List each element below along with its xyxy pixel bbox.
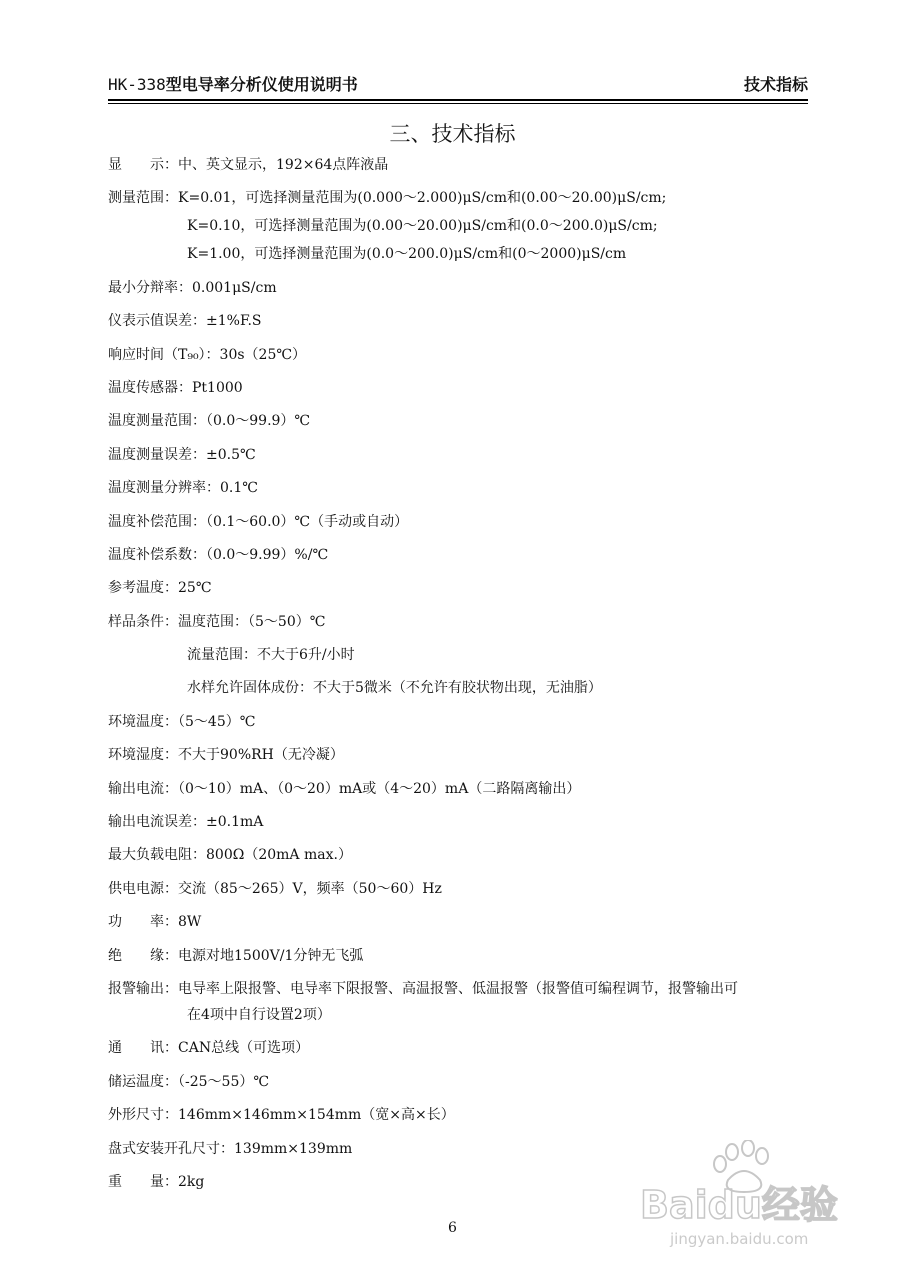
spec-measure-range-k100: K=1.00，可选择测量范围为(0.0～200.0)μS/cm和(0～2000)μS/cm [187,246,627,263]
spec-measure-range-k010: K=0.10，可选择测量范围为(0.00～20.00)μS/cm和(0.0～200.0)μS/cm; [187,218,658,235]
paw-logo-icon [640,1140,865,1250]
page-header [108,72,808,96]
spec-ambient-temp: 环境温度：（5～45）℃ [108,713,256,730]
spec-panel-cutout: 盘式安装开孔尺寸：139mm×139mm [108,1140,353,1157]
spec-temp-comp-coef: 温度补偿系数：（0.0～9.99）%/℃ [108,546,329,563]
spec-ref-temp: 参考温度：25℃ [108,580,212,597]
spec-storage-temp: 储运温度：（-25～55）℃ [108,1073,270,1090]
watermark-brand: Baidu经验 [640,1183,838,1227]
spec-max-load: 最大负载电阻：800Ω（20mA max.） [108,847,352,864]
section-title: 三、技术指标 [389,122,516,146]
spec-insulation: 绝 缘：电源对地1500V/1分钟无飞弧 [108,947,364,964]
spec-weight: 重 量：2kg [108,1173,205,1190]
header-section: 技术指标 [743,75,808,94]
header-model: HK-338 [108,75,166,94]
spec-power: 功 率：8W [108,914,202,931]
page-number: 6 [448,1220,457,1236]
spec-display: 显 示：中、英文显示，192×64点阵液晶 [108,157,389,173]
spec-communication: 通 讯：CAN总线（可选项） [108,1040,310,1057]
header-title: 型电导率分析仪使用说明书 [165,75,358,94]
spec-min-resolution: 最小分辩率：0.001μS/cm [108,279,277,296]
spec-list [108,155,825,1205]
watermark-url: jingyan.baidu.com [670,1230,809,1248]
spec-sample-flow: 流量范围：不大于6升/小时 [187,647,355,664]
spec-alarm-output: 报警输出：电导率上限报警、电导率下限报警、高温报警、低温报警（报警值可编程调节，报警输出可 [108,980,738,997]
spec-output-current: 输出电流：（0～10）mA、（0～20）mA或（4～20）mA（二路隔离输出） [108,780,581,797]
header-rule-thin [108,103,808,104]
spec-sample-solids: 水样允许固体成份：不大于5微米（不允许有胶状物出现，无油脂） [187,680,602,697]
baidu-jingyan-watermark [640,1140,865,1250]
spec-ambient-humidity: 环境湿度：不大于90%RH（无冷凝） [108,747,344,764]
spec-temp-comp-range: 温度补偿范围：（0.1～60.0）℃（手动或自动） [108,513,409,530]
spec-power-supply: 供电电源：交流（85～265）V，频率（50～60）Hz [108,880,442,897]
spec-measure-range: 测量范围：K=0.01，可选择测量范围为(0.000～2.000)μS/cm和(0.00～20.00)μS/cm; [108,190,667,207]
spec-sample-temp: 样品条件：温度范围：（5～50）℃ [108,613,326,630]
spec-indication-error: 仪表示值误差：±1%F.S [108,313,262,330]
spec-output-error: 输出电流误差：±0.1mA [108,814,264,831]
spec-alarm-output-cont: 在4项中自行设置2项） [187,1006,331,1023]
header-rule [108,99,808,101]
spec-temp-error: 温度测量误差：±0.5℃ [108,446,256,463]
header-document-title [108,72,358,95]
spec-temp-sensor: 温度传感器：Pt1000 [108,379,243,396]
spec-temp-range: 温度测量范围：（0.0～99.9）℃ [108,413,311,430]
spec-temp-resolution: 温度测量分辨率：0.1℃ [108,480,258,497]
spec-response-time: 响应时间（T₉₀）：30s（25℃） [108,346,307,363]
spec-dimensions: 外形尺寸：146mm×146mm×154mm（宽×高×长） [108,1107,455,1124]
